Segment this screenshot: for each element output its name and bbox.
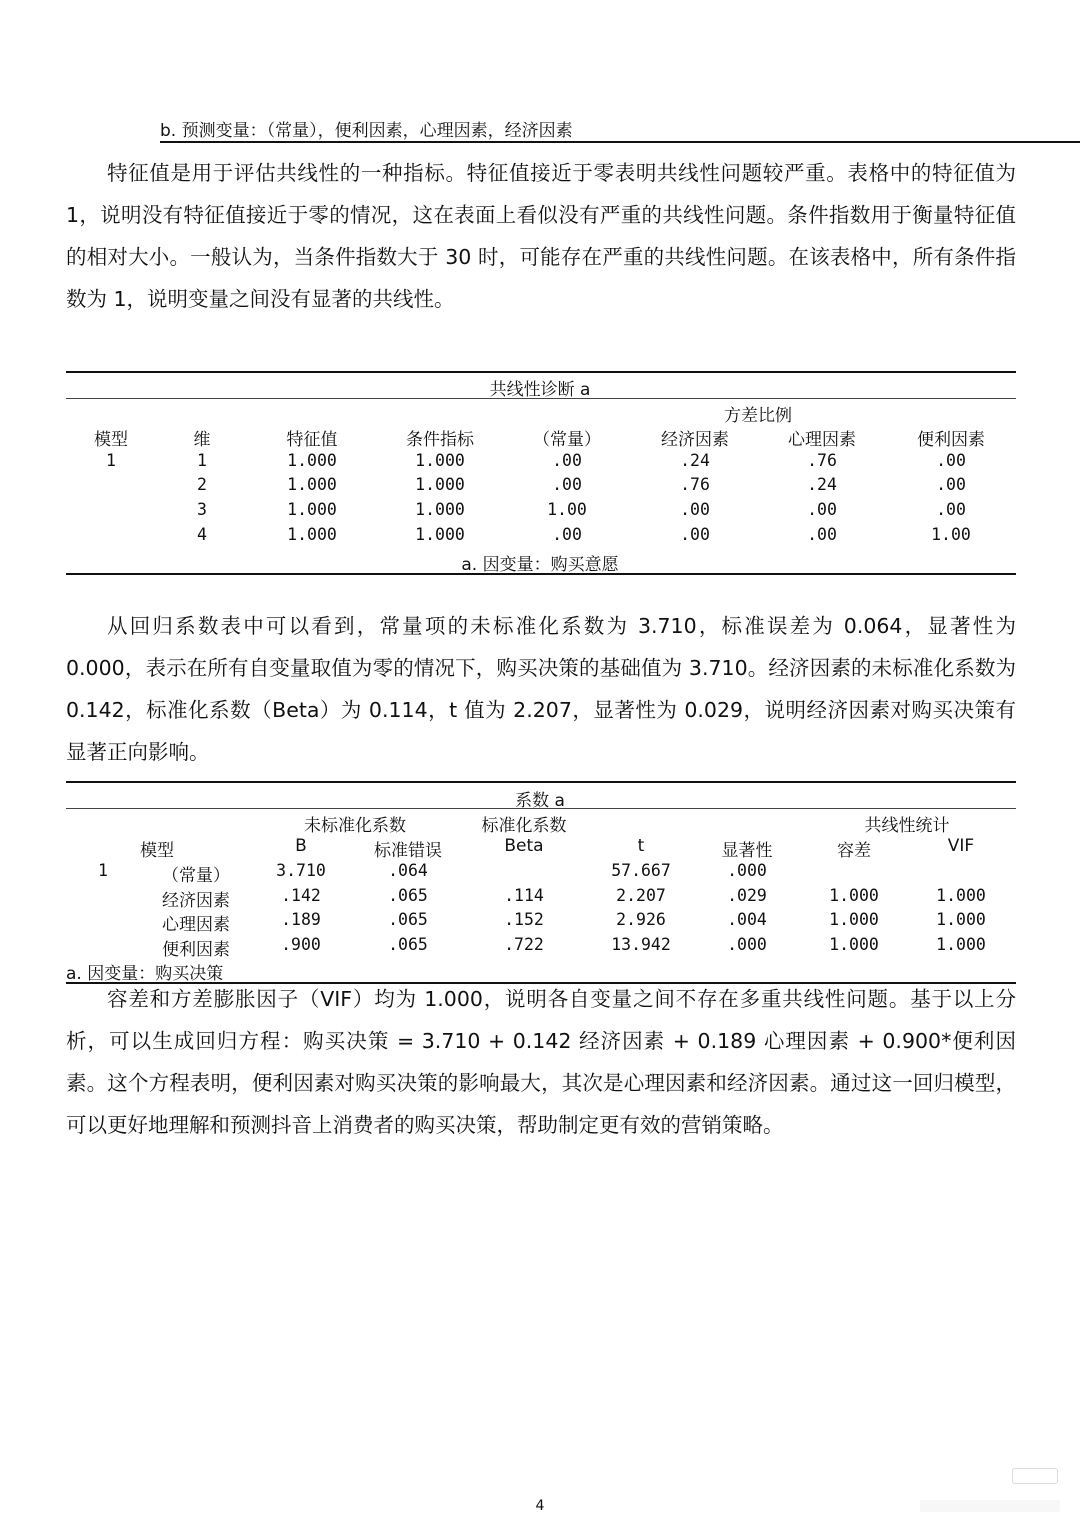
t2-cell: .114	[504, 886, 544, 905]
t1-cell: 1.000	[287, 451, 337, 470]
t1-header-economic: 经济因素	[661, 430, 729, 450]
t1-cell: 1	[197, 451, 207, 470]
top-divider	[160, 141, 1080, 143]
t2-header-model: 模型	[140, 841, 174, 861]
t1-cell: 1.00	[547, 500, 587, 519]
t2-row-label: 心理因素	[162, 915, 230, 935]
t2-cell: .029	[727, 886, 767, 905]
t1-cell: .00	[552, 451, 582, 470]
t2-cell: .722	[504, 935, 544, 954]
t2-header-t: t	[637, 836, 645, 856]
t1-header-condition-index: 条件指标	[406, 430, 474, 450]
t1-cell: 1.00	[931, 525, 971, 544]
t1-cell: 2	[197, 475, 207, 494]
t2-header-beta: Beta	[504, 836, 544, 856]
t2-header-b: B	[295, 836, 307, 856]
t1-cell: 4	[197, 525, 207, 544]
t1-cell: 1.000	[415, 525, 465, 544]
t1-cell: .00	[936, 475, 966, 494]
t1-cell: .76	[807, 451, 837, 470]
t2-row-label: 经济因素	[162, 891, 230, 911]
watermark-badge-icon	[1012, 1468, 1058, 1484]
t1-cell: .00	[680, 525, 710, 544]
t1-cell: .24	[680, 451, 710, 470]
t2-cell: 13.942	[611, 935, 671, 954]
t1-cell: 1.000	[287, 525, 337, 544]
t2-cell: .000	[727, 935, 767, 954]
t2-cell: .004	[727, 910, 767, 929]
t2-header-std-error: 标准错误	[374, 841, 442, 861]
t1-cell: 1.000	[415, 500, 465, 519]
t2-cell: 3.710	[276, 861, 326, 880]
t1-header-psychological: 心理因素	[788, 430, 856, 450]
t2-header-tolerance: 容差	[837, 841, 871, 861]
unstandardized-header: 未标准化系数	[304, 816, 406, 836]
t1-cell: .00	[936, 451, 966, 470]
t1-cell: .00	[552, 475, 582, 494]
t1-model-number: 1	[106, 451, 116, 470]
table1-top-rule	[66, 371, 1016, 373]
t1-cell: .00	[807, 500, 837, 519]
t1-header-dimension: 维	[193, 430, 211, 450]
table2-top-rule	[66, 781, 1016, 783]
t1-cell: 1.000	[415, 475, 465, 494]
watermark-strip	[920, 1500, 1060, 1512]
t2-cell: .900	[281, 935, 321, 954]
t2-cell: 1.000	[829, 935, 879, 954]
table1-title-rule	[66, 398, 1016, 399]
t2-cell: 2.207	[616, 886, 666, 905]
t2-cell: 1.000	[936, 935, 986, 954]
page-number: 4	[535, 1498, 545, 1514]
t1-cell: 1.000	[287, 500, 337, 519]
paragraph-eigenvalue: 特征值是用于评估共线性的一种指标。特征值接近于零表明共线性问题较严重。表格中的特征值为 1，说明没有特征值接近于零的情况，这在表面上看似没有严重的共线性问题。条件指数用于衡量特征值的相对大小。一般认为，当条件指数大于 30 时，可能存在严重的共线性问题。在该表格中，所有条件指数为 1，说明变量之间没有显著的共线性。	[66, 161, 1016, 311]
paragraph-regression-equation: 容差和方差膨胀因子（VIF）均为 1.000，说明各自变量之间不存在多重共线性问题。基于以上分析，可以生成回归方程：购买决策 = 3.710 + 0.142 经济因素 + 0.189 心理因素 + 0.900*便利因素。这个方程表明，便利因素对购买决策的影响最大，其次是心理因素和经济因素。通过这一回归模型，可以更好地理解和预测抖音上消费者的购买决策，帮助制定更有效的营销策略。	[66, 987, 1016, 1137]
t2-cell: .152	[504, 910, 544, 929]
table1-footnote: a. 因变量：购买意愿	[461, 555, 619, 575]
t1-header-convenience: 便利因素	[917, 430, 985, 450]
t2-cell: .064	[388, 861, 428, 880]
t2-row-label: （常量）	[162, 866, 230, 886]
t2-cell: 2.926	[616, 910, 666, 929]
table2-title-rule	[66, 808, 1016, 809]
t2-cell: 1.000	[936, 910, 986, 929]
t2-cell: .065	[388, 935, 428, 954]
table2-footnote: a. 因变量：购买决策	[66, 964, 224, 984]
t2-model-number: 1	[98, 861, 108, 880]
t2-cell: .065	[388, 910, 428, 929]
t2-header-vif: VIF	[947, 836, 975, 856]
t1-header-model: 模型	[94, 430, 128, 450]
t1-cell: .76	[680, 475, 710, 494]
collinearity-stats-header: 共线性统计	[864, 816, 950, 836]
t1-cell: .00	[552, 525, 582, 544]
variance-proportion-header: 方差比例	[724, 406, 792, 426]
t2-cell: .142	[281, 886, 321, 905]
t1-cell: 1.000	[287, 475, 337, 494]
table2-title: 系数 a	[515, 791, 565, 811]
t2-cell: 1.000	[936, 886, 986, 905]
t2-cell: .000	[727, 861, 767, 880]
t2-cell: 1.000	[829, 886, 879, 905]
t2-cell: .065	[388, 886, 428, 905]
t1-header-eigenvalue: 特征值	[286, 430, 338, 450]
t1-cell: 1.000	[415, 451, 465, 470]
t1-cell: .00	[807, 525, 837, 544]
t1-cell: .00	[936, 500, 966, 519]
t2-cell: 57.667	[611, 861, 671, 880]
paragraph-coefficients: 从回归系数表中可以看到，常量项的未标准化系数为 3.710，标准误差为 0.064，显著性为 0.000，表示在所有自变量取值为零的情况下，购买决策的基础值为 3.710。经济因素的未标准化系数为 0.142，标准化系数（Beta）为 0.114，t 值为 2.207，显著性为 0.029，说明经济因素对购买决策有显著正向影响。	[66, 614, 1016, 764]
t2-cell: .189	[281, 910, 321, 929]
t1-cell: 3	[197, 500, 207, 519]
standardized-header: 标准化系数	[481, 816, 567, 836]
t2-cell: 1.000	[829, 910, 879, 929]
t2-header-significance: 显著性	[721, 841, 773, 861]
t2-row-label: 便利因素	[162, 940, 230, 960]
table1-bottom-rule	[66, 573, 1016, 575]
table1-title: 共线性诊断 a	[489, 380, 591, 400]
t1-header-constant: （常量）	[533, 430, 601, 450]
t1-cell: .24	[807, 475, 837, 494]
predictor-note: b. 预测变量：（常量），便利因素，心理因素，经济因素	[160, 121, 573, 141]
t1-cell: .00	[680, 500, 710, 519]
